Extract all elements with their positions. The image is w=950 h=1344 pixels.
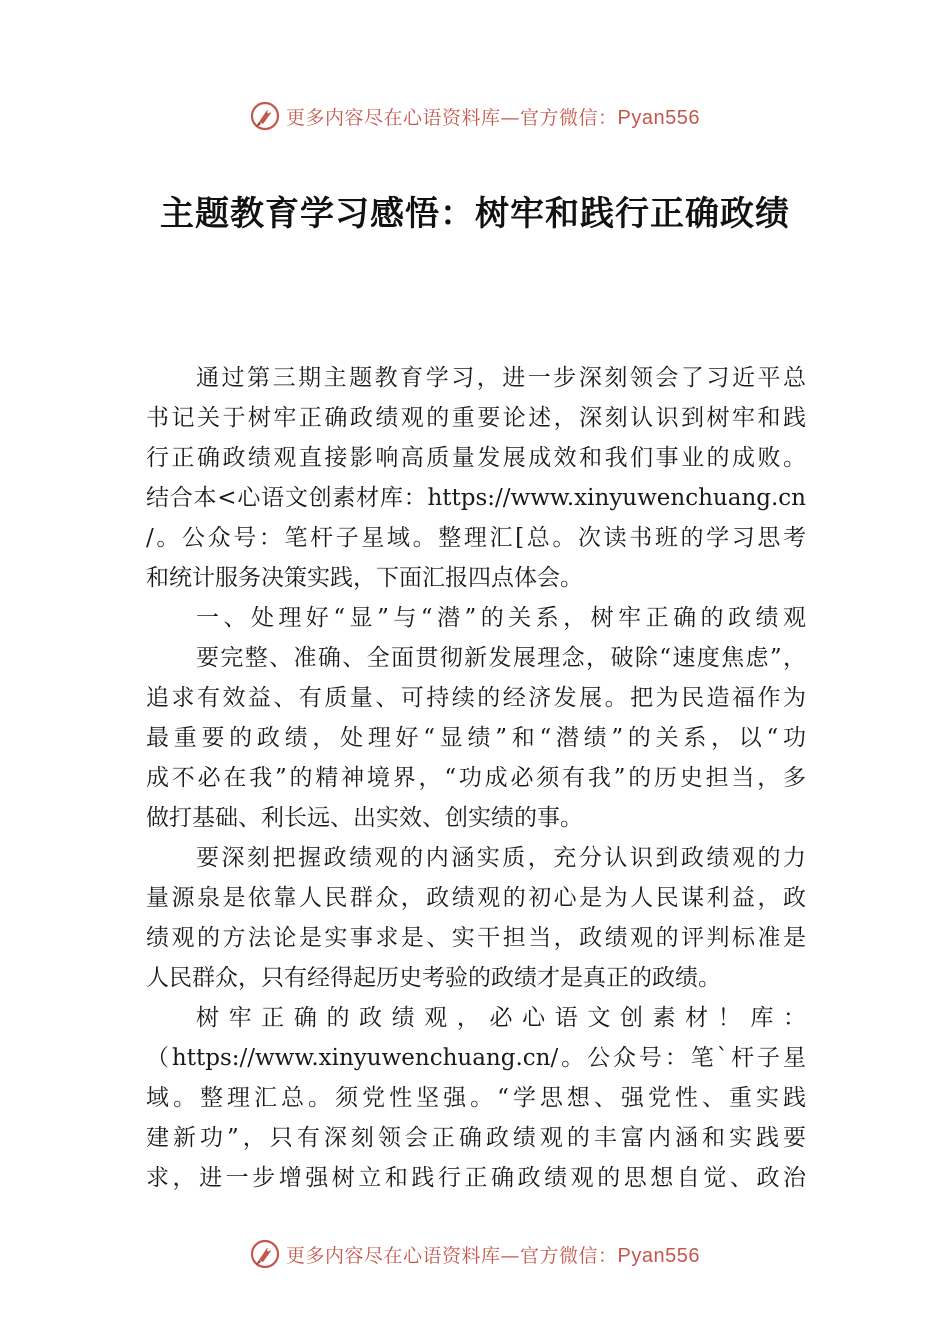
document-body — [146, 358, 806, 1198]
footer-banner — [0, 1234, 950, 1274]
document-title: 主题教育学习感悟：树牢和践行正确政绩 — [160, 194, 790, 234]
body-line: 结合本<心语文创素材库：https://www.xinyuwenchuang.cn — [146, 485, 806, 511]
body-line: 树牢正确的政绩观，必心语文创素材！库： — [196, 1005, 806, 1031]
body-line: 最重要的政绩，处理好“显绩”和“潜绩”的关系，以“功 — [146, 725, 806, 751]
section-heading: 一、处理好“显”与“潜”的关系，树牢正确的政绩观 — [196, 605, 806, 631]
body-line: /。公众号：笔杆子星域。整理汇[总。次读书班的学习思考 — [146, 525, 806, 551]
body-line: 量源泉是依靠人民群众，政绩观的初心是为人民谋利益，政 — [146, 885, 806, 911]
body-line: 建新功”，只有深刻领会正确政绩观的丰富内涵和实践要 — [146, 1125, 806, 1151]
header-banner-text: 更多内容尽在心语资料库—官方微信：Pyan556 — [286, 106, 700, 129]
body-line: （https://www.xinyuwenchuang.cn/。公众号：笔`杆子星 — [146, 1045, 806, 1071]
body-line: 求，进一步增强树立和践行正确政绩观的思想自觉、政治 — [146, 1165, 806, 1191]
body-line: 做打基础、利长远、出实效、创实绩的事。 — [146, 805, 583, 831]
body-line: 要深刻把握政绩观的内涵实质，充分认识到政绩观的力 — [196, 845, 806, 871]
body-line: 人民群众，只有经得起历史考验的政绩才是真正的政绩。 — [146, 965, 721, 991]
body-line: 通过第三期主题教育学习，进一步深刻领会了习近平总 — [196, 365, 806, 391]
body-line: 和统计服务决策实践，下面汇报四点体会。 — [146, 565, 583, 591]
footer-wechat-id: Pyan556 — [617, 1244, 700, 1267]
body-line: 追求有效益、有质量、可持续的经济发展。把为民造福作为 — [146, 685, 806, 711]
pen-nib-logo-icon — [250, 101, 280, 131]
body-line: 要完整、准确、全面贯彻新发展理念，破除“速度焦虑”， — [196, 645, 806, 671]
header-wechat-id: Pyan556 — [617, 106, 700, 129]
header-banner — [0, 96, 950, 136]
body-line: 成不必在我”的精神境界，“功成必须有我”的历史担当，多 — [146, 765, 806, 791]
body-line: 域。整理汇总。须党性坚强。“学思想、强党性、重实践 — [146, 1085, 806, 1111]
footer-banner-text: 更多内容尽在心语资料库—官方微信：Pyan556 — [286, 1244, 700, 1267]
body-line: 书记关于树牢正确政绩观的重要论述，深刻认识到树牢和践 — [146, 405, 806, 431]
pen-nib-logo-icon — [250, 1239, 280, 1269]
body-line: 行正确政绩观直接影响高质量发展成效和我们事业的成败。 — [146, 445, 806, 471]
body-line: 绩观的方法论是实事求是、实干担当，政绩观的评判标准是 — [146, 925, 806, 951]
